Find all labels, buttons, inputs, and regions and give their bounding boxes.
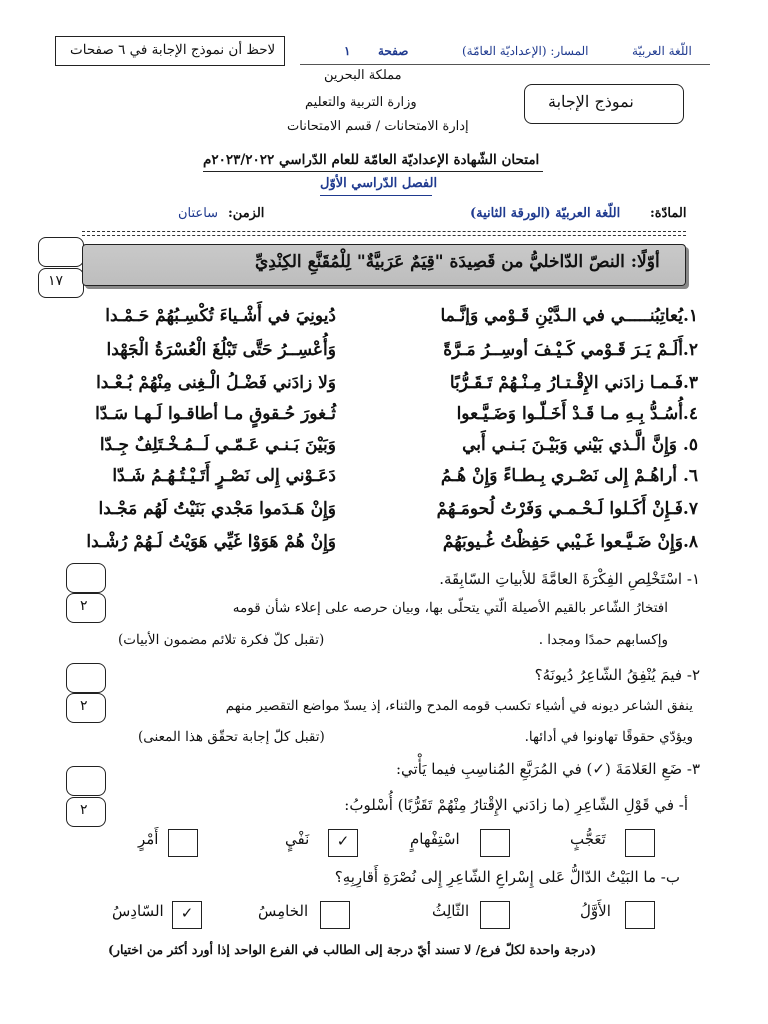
q2-answer-line1: ينفق الشاعر ديونه في أشياء تكسب قومه المدح والثناء، إذ يسدّ مواضع التقصير منهم (225, 698, 693, 714)
q3-a-question: أ- في قَوْلِ الشّاعِرِ (ما زادَني الإِقْتارُ مِنْهُمْ تَقَرُّبًا) أُسْلوبُ: (344, 796, 688, 814)
q1-score-box-empty (66, 563, 106, 593)
q3-score: ٢ (80, 802, 88, 818)
verse-4-right: ٤.أُسُـدُّ بِـهِ مـا قَـدْ أَخَـلّـوا وَضَـيَّـعوا (456, 404, 698, 424)
q1-score: ٢ (80, 598, 88, 614)
verse-3-left: وَلا زادَني فَضْـلُ الْـغِنى مِنْهُمْ بُـعْـدا (96, 373, 336, 393)
q1-note: (تقبل كلّ فكرة تلائم مضمون الأبيات) (118, 632, 325, 648)
verse-4-left: ثُـغورَ حُـقوقٍ مـا أطاقـوا لَـهـا سَـدّا (95, 404, 336, 424)
verse-8-left: وَإِنْ هُمْ هَوَوْا غَيِّي هَوَيْتُ لَـهُمْ رُشْـدا (86, 532, 336, 552)
q2-note: (تقبل كلّ إجابة تحقّق هذا المعنى) (138, 729, 325, 745)
q3b-option-2-checkbox[interactable] (480, 901, 510, 929)
q3a-option-3-label: نَفْيٍ (285, 830, 310, 848)
verse-6-right: ٦. أراهُـمْ إِلى نَصْـري بِـطـاءً وَإِنْ هُـمُ (440, 466, 698, 486)
page-label: صفحة (378, 44, 409, 58)
verse-1-right: ١.يُعاتِبُنـــــي في الـدَّيْنِ قَـوْمي وَإنَّـما (440, 306, 698, 326)
header-underline (300, 64, 710, 65)
q3a-option-1-checkbox[interactable] (625, 829, 655, 857)
pages-note: لاحظ أن نموذج الإجابة في ٦ صفحات (70, 42, 276, 58)
verse-2-left: وَأُعْسِــرُ حَتَّى تَبْلُغَ الْعُسْرَةُ الْجَهْدا (106, 340, 336, 360)
grading-note: (درجة واحدة لكلّ فرع/ لا تسند أيّ درجة إلى الطالب في الفرع الواحد إذا أورد أكثر من اختيار) (108, 942, 597, 957)
q3a-option-2-checkbox[interactable] (480, 829, 510, 857)
time-value: ساعتان (178, 206, 219, 221)
q1-answer-line1: افتخارُ الشّاعر بالقيم الأصيلة الّتي يتحلّى بها، وبيان حرصه على إعلاء شأن قومه (232, 600, 668, 616)
q3b-option-4-checkbox[interactable] (172, 901, 202, 929)
q1-answer-line2: وإكسابهم حمدًا ومجدا . (538, 632, 668, 648)
verse-7-left: وَإِنْ هَـدَموا مَجْدي بَنَيْتُ لَهُم مَجْـدا (98, 499, 336, 519)
q3a-option-3-checkbox[interactable] (328, 829, 358, 857)
q3a-option-4-label: أَمْرٍ (138, 830, 159, 848)
q3b-option-2-label: الثّالِثُ (432, 902, 470, 920)
check-mark-icon: ✓ (336, 832, 350, 850)
q3a-option-4-checkbox[interactable] (168, 829, 198, 857)
q3b-option-3-checkbox[interactable] (320, 901, 350, 929)
time-label: الزمن: (228, 206, 265, 221)
q2-question: ٢- فيمَ يُنْفِقُ الشّاعِرُ دُيونَهُ؟ (534, 666, 700, 684)
q3a-option-1-label: تَعَجُّبٍ (570, 830, 606, 848)
header-divider-2 (82, 235, 686, 236)
check-mark-icon: ✓ (180, 904, 194, 922)
verse-8-right: ٨.وَإِنْ ضَـيَّـعوا غَـيْبي حَفِظْتُ غُـيوبَهُمْ (442, 532, 698, 552)
track-label: المسار: (الإعداديّة العامّة) (462, 44, 589, 58)
kingdom: مملكة البحرين (324, 68, 402, 83)
q3a-option-2-label: اسْتِفْهامٍ (410, 830, 460, 848)
subject-top: اللّغة العربيّة (632, 44, 692, 58)
q2-score: ٢ (80, 698, 88, 714)
q1-question: ١- اسْتَخْلِصِ الفِكْرَةَ العامَّةَ للأبياتِ السّابِقَة. (439, 570, 700, 588)
q2-score-box-empty (66, 663, 106, 693)
exam-title-underline (203, 171, 543, 172)
semester: الفصل الدّراسي الأوّل (320, 176, 438, 191)
subject-label: المادّة: (650, 206, 687, 221)
q3-score-box-empty (66, 766, 106, 796)
verse-2-right: ٢.أَلَـمْ يَـرَ قَـوْمي كَـيْـفَ أوسِــرُ مَـرَّةً (443, 340, 698, 360)
q3-b-question: ب- ما البَيْتُ الدّالُّ عَلى إِسْراعِ الشّاعِرِ إِلى نُصْرَةِ أَقارِبِهِ؟ (334, 868, 680, 886)
verse-3-right: ٣.فَـمـا زادَني الإِقْـتـارُ مِـنْـهُمْ تَـقَـرُّبًا (449, 373, 698, 393)
q3b-option-1-label: الأَوَّلُ (580, 902, 611, 920)
verse-1-left: دُيونِيَ في أَشْـياءَ تُكْسِـبُهُمْ حَـمْـدا (105, 306, 336, 326)
department: إدارة الامتحانات / قسم الامتحانات (287, 119, 469, 134)
q3b-option-1-checkbox[interactable] (625, 901, 655, 929)
ministry: وزارة التربية والتعليم (305, 95, 417, 110)
verse-5-left: وَبَيْنَ بَـنـي عَـمّـي لَــمُـخْـتَلِفٌ جِـدّا (99, 435, 336, 455)
verse-7-right: ٧.فَـإِنْ أَكَـلوا لَـحْـمـي وَفَرْتُ لُحومَـهُمْ (436, 499, 698, 519)
header-divider-1 (82, 231, 686, 232)
q3b-option-3-label: الخامِسُ (258, 902, 309, 920)
answer-model-title: نموذج الإجابة (548, 92, 634, 111)
q3b-option-4-label: السّادِسُ (112, 902, 164, 920)
subject-value: اللّغة العربيّة (الورقة الثانية) (470, 206, 621, 221)
score-box-empty (38, 237, 84, 267)
exam-title: امتحان الشّهادة الإعداديّة العامّة للعام الدّراسي ٢٠٢٣/٢٠٢٢م (203, 152, 540, 168)
q3-question: ٣- ضَعِ العَلامَةَ (✓) في المُرَبَّعِ المُناسِبِ فيما يَأْتي: (395, 760, 700, 778)
section-title: أوّلًا: النصّ الدّاخليُّ من قَصِيدَة "قِيَمٌ عَرَبيَّةٌ" لِلْمُقَنَّعِ الكِنْدِيِّ (255, 252, 660, 272)
verse-5-right: ٥. وَإِنَّ الَّـذي بَيْني وَبَيْـنَ بَـنـي أَبي (462, 435, 698, 455)
semester-underline (320, 195, 432, 196)
section-score: ١٧ (48, 273, 64, 289)
verse-6-left: دَعَـوْني إِلى نَصْـرٍ أَتَـيْـتُـهُـمُ شَـدّا (112, 466, 336, 486)
page-number: ١ (344, 44, 351, 58)
q2-answer-line2: ويؤدّي حقوقًا تهاونوا في أدائها. (524, 729, 693, 745)
